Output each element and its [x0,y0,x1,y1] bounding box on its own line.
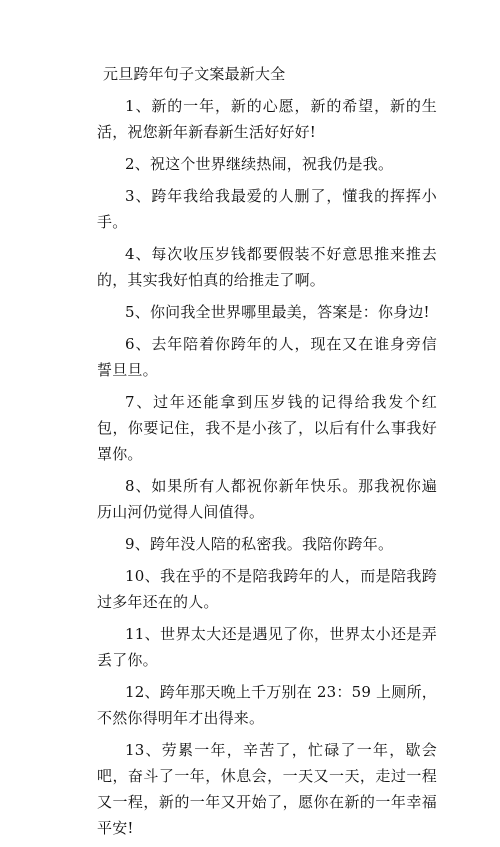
document-title: 元旦跨年句子文案最新大全 [103,65,286,83]
paragraph-3: 3、跨年我给我最爱的人删了，懂我的挥挥小手。 [97,187,437,231]
paragraph-4: 4、每次收压岁钱都要假装不好意思推来推去的，其实我好怕真的给推走了啊。 [97,245,437,289]
paragraph-6: 6、去年陪着你跨年的人，现在又在谁身旁信誓旦旦。 [97,335,437,379]
paragraph-10: 10、我在乎的不是陪我跨年的人，而是陪我跨过多年还在的人。 [97,567,437,611]
paragraph-13: 13、劳累一年，辛苦了，忙碌了一年，歇会吧，奋斗了一年，休息会，一天又一天，走过一程又一程，新的一年又开始了，愿你在新的一年幸福平安! [97,741,437,837]
paragraph-1: 1、新的一年，新的心愿，新的希望，新的生活，祝您新年新春新生活好好好! [97,97,437,141]
paragraph-9: 9、跨年没人陪的私密我。我陪你跨年。 [125,535,394,553]
document-content [97,61,437,847]
paragraph-5: 5、你问我全世界哪里最美，答案是：你身边! [125,303,430,321]
paragraph-2: 2、祝这个世界继续热闹，祝我仍是我。 [125,155,394,173]
paragraph-7: 7、过年还能拿到压岁钱的记得给我发个红包，你要记住，我不是小孩了，以后有什么事我好罩你。 [97,393,437,463]
paragraph-12: 12、跨年那天晚上千万别在 23：59 上厕所，不然你得明年才出得来。 [97,683,437,727]
paragraph-8: 8、如果所有人都祝你新年快乐。那我祝你遍历山河仍觉得人间值得。 [97,477,437,521]
paragraph-11: 11、世界太大还是遇见了你，世界太小还是弄丢了你。 [97,625,437,669]
